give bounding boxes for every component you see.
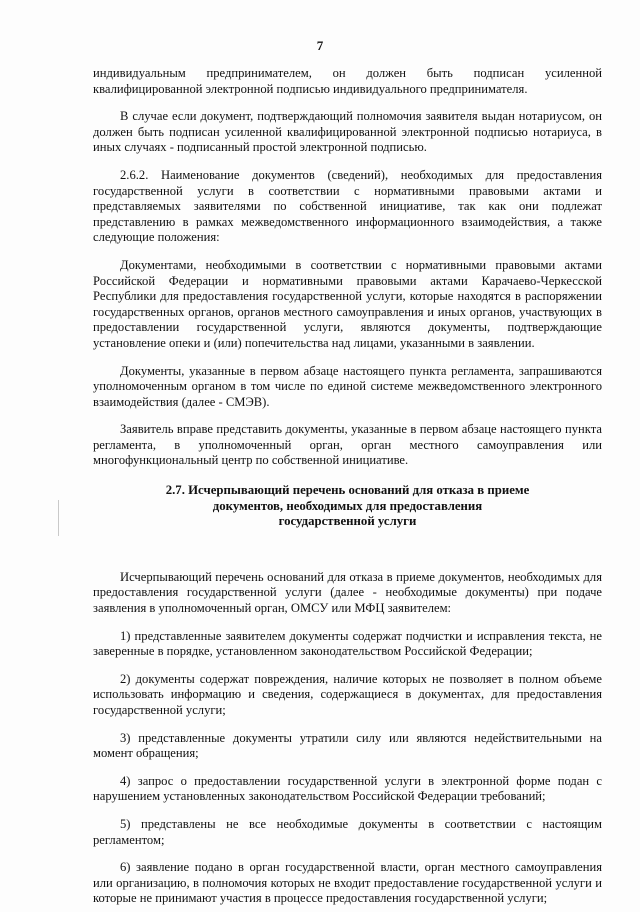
paragraph: Документы, указанные в первом абзаце настоящего пункта регламента, запрашиваются уполномоченным органом в том числе по единой системе межведомственного электронного взаимодействия (далее - СМЭВ). — [93, 363, 602, 409]
list-item: 2) документы содержат повреждения, наличие которых не позволяет в полном объеме использовать информацию и сведения, содержащиеся в документах, для предоставления государственной услуги; — [93, 671, 602, 717]
paragraph: Заявитель вправе представить документы, указанные в первом абзаце настоящего пункта регламента, в уполномоченный орган, орган местного самоуправления или многофункциональный центр по собственной инициативе. — [93, 422, 602, 468]
margin-mark — [58, 500, 59, 536]
section-heading-line: государственной услуги — [278, 514, 417, 529]
list-item: 4) запрос о предоставлении государственной услуги в электронной форме подан с нарушением установленных законодательством Российской Федерации требований; — [93, 773, 602, 804]
paragraph: В случае если документ, подтверждающий полномочия заявителя выдан нотариусом, он должен быть подписан усиленной квалифицированной электронной подписью нотариуса, в иных случаях - подписанный простой электронной подписью. — [93, 109, 602, 155]
paragraph: Исчерпывающий перечень оснований для отказа в приеме документов, необходимых для предоставления государственной услуги (далее - необходимые документы) при подаче заявления в уполномоченный орган, ОМСУ или МФЦ заявителем: — [93, 569, 602, 616]
paragraph: Документами, необходимыми в соответствии с нормативными правовыми актами Российской Федерации и нормативными правовыми актами Карачаево-Черкесской Республики для предоставления государственной услуги, которые находятся в распоряжении государственных органов, органов местного самоуправления и иных органов, участвующих в предоставлении государственной услуги, являются документы, подтверждающие установление опеки и (или) попечительства над лицами, указанными в заявлении. — [93, 257, 602, 350]
paragraph: индивидуальным предпринимателем, он должен быть подписан усиленной квалифицированной электронной подписью индивидуального предпринимателя. — [93, 66, 602, 96]
section-heading-line: документов, необходимых для предоставления — [212, 498, 483, 513]
page-number: 7 — [316, 38, 324, 53]
document-body — [93, 66, 602, 919]
section-heading-line: 2.7. Исчерпывающий перечень оснований для отказа в приеме — [165, 483, 530, 498]
list-item: 3) представленные документы утратили силу или являются недействительными на момент обращения; — [93, 730, 602, 761]
section-heading — [93, 483, 602, 530]
paragraph: 2.6.2. Наименование документов (сведений), необходимых для предоставления государственной услуги в соответствии с нормативными правовыми актами и представляемых заявителями по собственной инициативе, так как они подлежат представлению в рамках межведомственного информационного взаимодействия, а также следующие положения: — [93, 167, 602, 245]
list-item: 6) заявление подано в орган государственной власти, орган местного самоуправления или организацию, в полномочия которых не входит предоставление государственной услуги и которые не принимают участия в процессе предоставления государственной услуги; — [93, 860, 602, 906]
list-item: 1) представленные заявителем документы содержат подчистки и исправления текста, не заверенные в порядке, установленном законодательством Российской Федерации; — [93, 628, 602, 659]
list-item: 5) представлены не все необходимые документы в соответствии с настоящим регламентом; — [93, 816, 602, 847]
